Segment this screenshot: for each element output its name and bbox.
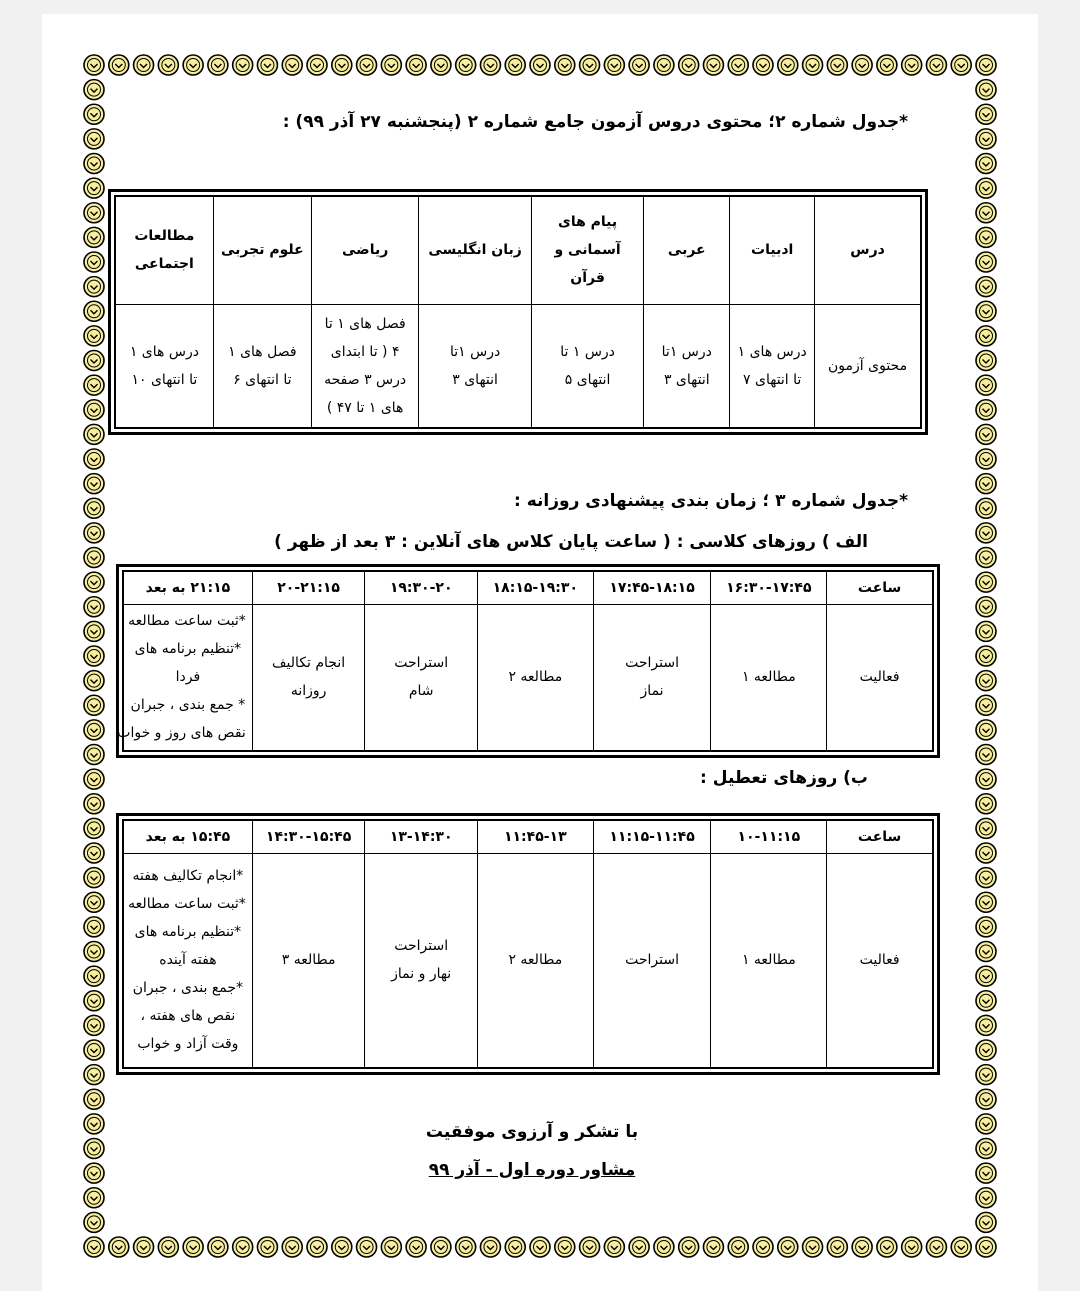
clock-icon bbox=[803, 55, 823, 75]
clock-icon bbox=[976, 1139, 996, 1159]
table-cell bbox=[213, 304, 311, 428]
cell-text: درس ۱تا bbox=[449, 343, 501, 360]
clock-icon bbox=[233, 55, 253, 75]
clock-icon bbox=[84, 1237, 104, 1257]
clock-icon bbox=[753, 1237, 773, 1257]
cell-text: ساعت bbox=[857, 829, 902, 845]
cell-text: مطالعه ۲ bbox=[508, 952, 563, 969]
clock-icon bbox=[381, 1237, 401, 1257]
clock-icon bbox=[84, 474, 104, 494]
clock-icon bbox=[530, 55, 550, 75]
clock-icon bbox=[480, 1237, 500, 1257]
clock-icon bbox=[84, 129, 104, 149]
clock-icon bbox=[852, 1237, 872, 1257]
clock-icon bbox=[307, 55, 327, 75]
clock-icon bbox=[84, 966, 104, 986]
clock-icon bbox=[84, 178, 104, 198]
cell-text: درس bbox=[850, 242, 885, 259]
table-cell bbox=[827, 854, 933, 1068]
clock-icon bbox=[84, 104, 104, 124]
clock-icon bbox=[84, 449, 104, 469]
clock-icon bbox=[84, 892, 104, 912]
cell-text: انجام تکالیف bbox=[272, 655, 346, 672]
clock-icon bbox=[84, 351, 104, 371]
clock-icon bbox=[827, 1237, 847, 1257]
clock-icon bbox=[976, 794, 996, 814]
clock-icon bbox=[976, 843, 996, 863]
clock-icon bbox=[84, 277, 104, 297]
clock-icon bbox=[505, 55, 525, 75]
clock-icon bbox=[257, 1237, 277, 1257]
cell-text: فصل های ۱ تا bbox=[324, 315, 406, 332]
clock-icon bbox=[84, 1065, 104, 1085]
clock-icon bbox=[728, 55, 748, 75]
clock-icon bbox=[84, 523, 104, 543]
cell-text: انتهای ۳ bbox=[452, 371, 498, 388]
clock-icon bbox=[976, 375, 996, 395]
clock-icon bbox=[827, 55, 847, 75]
clock-icon bbox=[84, 203, 104, 223]
clock-icon bbox=[976, 227, 996, 247]
cell-text: هفته آینده bbox=[159, 952, 217, 969]
clock-icon bbox=[431, 1237, 451, 1257]
clock-icon bbox=[976, 548, 996, 568]
table-cell bbox=[252, 605, 365, 751]
table-cell bbox=[252, 854, 365, 1068]
clock-icon bbox=[208, 1237, 228, 1257]
table-header-cell bbox=[477, 571, 593, 605]
cell-text: اجتماعی bbox=[134, 256, 194, 273]
clock-icon bbox=[357, 55, 377, 75]
clock-icon bbox=[84, 917, 104, 937]
clock-icon bbox=[976, 351, 996, 371]
cell-text: ۱۰-۱۱:۱۵ bbox=[737, 829, 801, 845]
cell-text: انتهای ۳ bbox=[663, 371, 710, 388]
clock-icon bbox=[951, 1237, 971, 1257]
cell-text: فعالیت bbox=[859, 952, 900, 969]
clock-icon bbox=[976, 449, 996, 469]
clock-icon bbox=[877, 55, 897, 75]
cell-text: تا انتهای ۷ bbox=[743, 371, 802, 388]
clock-icon bbox=[332, 55, 352, 75]
clock-icon bbox=[926, 1237, 946, 1257]
clock-icon bbox=[976, 597, 996, 617]
table-header-cell bbox=[730, 196, 815, 304]
table-header-cell bbox=[365, 571, 478, 605]
clock-icon bbox=[976, 646, 996, 666]
cell-text: ۱۱:۱۵-۱۱:۴۵ bbox=[609, 829, 695, 845]
clock-icon bbox=[84, 671, 104, 691]
clock-icon bbox=[902, 1237, 922, 1257]
cell-text: قرآن bbox=[570, 270, 605, 287]
clock-icon bbox=[84, 621, 104, 641]
clock-icon bbox=[257, 55, 277, 75]
clock-icon bbox=[654, 1237, 674, 1257]
cell-text: مطالعه ۲ bbox=[508, 669, 563, 686]
clock-icon bbox=[753, 55, 773, 75]
table-header-cell bbox=[311, 196, 418, 304]
clock-icon bbox=[629, 1237, 649, 1257]
clock-icon bbox=[976, 1040, 996, 1060]
table-header-cell bbox=[252, 820, 365, 854]
clock-icon bbox=[208, 55, 228, 75]
exam-content-table bbox=[114, 195, 922, 429]
clock-icon bbox=[84, 942, 104, 962]
clock-icon bbox=[84, 548, 104, 568]
clock-icon bbox=[84, 695, 104, 715]
clock-icon bbox=[84, 80, 104, 100]
clock-icon bbox=[84, 1139, 104, 1159]
cell-text: آسمانی و bbox=[554, 242, 621, 259]
clock-icon bbox=[951, 55, 971, 75]
clock-icon bbox=[505, 1237, 525, 1257]
table-header-cell bbox=[477, 820, 593, 854]
clock-icon bbox=[976, 424, 996, 444]
clock-icon bbox=[233, 1237, 253, 1257]
clock-icon bbox=[84, 424, 104, 444]
cell-text: روزانه bbox=[290, 683, 327, 700]
clock-icon bbox=[679, 55, 699, 75]
clock-icon bbox=[134, 55, 154, 75]
cell-text: *جمع بندی ، جبران bbox=[132, 980, 244, 997]
table-header-cell bbox=[419, 196, 532, 304]
cell-text: ۱۶:۳۰-۱۷:۴۵ bbox=[726, 580, 812, 596]
clock-icon bbox=[803, 1237, 823, 1257]
cell-text: نقص های هفته ، bbox=[140, 1008, 236, 1025]
clock-icon bbox=[976, 818, 996, 838]
clock-icon bbox=[282, 1237, 302, 1257]
table-cell bbox=[365, 854, 478, 1068]
table-header-cell bbox=[213, 196, 311, 304]
clock-icon bbox=[976, 474, 996, 494]
table2-title: *جدول شماره ۲؛ محتوی دروس آزمون جامع شماره ۲ (پنجشنبه ۲۷ آذر ۹۹) : bbox=[282, 112, 908, 132]
clock-icon bbox=[976, 1163, 996, 1183]
cell-text: ۱۱:۴۵-۱۳ bbox=[503, 829, 567, 845]
clock-icon bbox=[431, 55, 451, 75]
cell-text: *تنظیم برنامه های bbox=[134, 924, 242, 941]
cell-text: فعالیت bbox=[859, 669, 900, 686]
clock-icon bbox=[976, 203, 996, 223]
clock-icon bbox=[84, 1015, 104, 1035]
table3-title: *جدول شماره ۳ ؛ زمان بندی پیشنهادی روزانه : bbox=[514, 491, 908, 511]
clock-icon bbox=[84, 769, 104, 789]
cell-text: نماز bbox=[640, 683, 664, 700]
table-cell bbox=[477, 605, 593, 751]
cell-text: درس های ۱ bbox=[737, 343, 807, 360]
cell-text: شام bbox=[408, 683, 434, 700]
table-cell bbox=[117, 605, 252, 751]
cell-text: درس ۱تا bbox=[661, 343, 712, 360]
table-header-cell bbox=[815, 196, 921, 304]
clock-icon bbox=[84, 572, 104, 592]
clock-icon bbox=[406, 55, 426, 75]
clock-icon bbox=[976, 1114, 996, 1134]
clock-icon bbox=[84, 301, 104, 321]
clock-icon bbox=[976, 400, 996, 420]
clock-icon bbox=[109, 1237, 129, 1257]
clock-icon bbox=[332, 1237, 352, 1257]
clock-icon bbox=[84, 498, 104, 518]
table-header-cell bbox=[711, 571, 827, 605]
clock-icon bbox=[976, 277, 996, 297]
table3-part-b-title: ب) روزهای تعطیل : bbox=[700, 768, 868, 788]
clock-icon bbox=[976, 498, 996, 518]
cell-text: فصل های ۱ bbox=[228, 343, 297, 360]
cell-text: درس های ۱ bbox=[129, 343, 199, 360]
signature-line: مشاور دوره اول - آذر ۹۹ bbox=[428, 1160, 636, 1180]
clock-icon bbox=[976, 80, 996, 100]
clock-icon bbox=[976, 326, 996, 346]
clock-icon bbox=[604, 55, 624, 75]
cell-text: *ثبت ساعت مطالعه bbox=[128, 896, 246, 913]
clock-icon bbox=[406, 1237, 426, 1257]
cell-text: درس ۱ تا bbox=[560, 343, 615, 360]
clock-icon bbox=[976, 252, 996, 272]
table-header-cell bbox=[644, 196, 730, 304]
clock-icon bbox=[84, 326, 104, 346]
clock-icon bbox=[84, 1188, 104, 1208]
clock-icon bbox=[976, 1212, 996, 1232]
cell-text: ریاضی bbox=[342, 242, 389, 259]
clock-icon bbox=[456, 1237, 476, 1257]
table-header-cell bbox=[115, 196, 213, 304]
clock-icon bbox=[84, 375, 104, 395]
table-header-cell bbox=[123, 820, 252, 854]
clock-icon bbox=[976, 104, 996, 124]
clock-icon bbox=[852, 55, 872, 75]
clock-icon bbox=[976, 621, 996, 641]
clock-icon bbox=[84, 991, 104, 1011]
cell-text: زبان انگلیسی bbox=[428, 242, 522, 259]
table3-part-a-title: الف ) روزهای کلاسی : ( ساعت پایان کلاس های آنلاین : ۳ بعد از ظهر ) bbox=[274, 532, 868, 552]
table-cell bbox=[730, 304, 815, 428]
clock-icon bbox=[679, 1237, 699, 1257]
clock-icon bbox=[778, 1237, 798, 1257]
cell-text: وقت آزاد و خواب bbox=[137, 1036, 239, 1053]
clock-icon bbox=[580, 55, 600, 75]
cell-text: ۲۱:۱۵ به بعد bbox=[145, 580, 231, 596]
clock-icon bbox=[84, 1163, 104, 1183]
table-cell bbox=[123, 854, 252, 1068]
clock-icon bbox=[183, 55, 203, 75]
clock-icon bbox=[84, 745, 104, 765]
table-cell bbox=[827, 605, 933, 751]
cell-text: استراحت bbox=[394, 938, 449, 955]
clock-icon bbox=[307, 1237, 327, 1257]
table-header-cell bbox=[827, 820, 933, 854]
table-header-cell bbox=[593, 571, 711, 605]
clock-icon bbox=[877, 1237, 897, 1257]
clock-icon bbox=[976, 572, 996, 592]
cell-text: ۲۰-۲۱:۱۵ bbox=[277, 580, 340, 596]
cell-text: مطالعه ۳ bbox=[281, 952, 336, 969]
clock-icon bbox=[976, 695, 996, 715]
clock-icon bbox=[976, 745, 996, 765]
cell-text: ۱۹:۳۰-۲۰ bbox=[389, 580, 453, 596]
table-cell bbox=[365, 605, 478, 751]
clock-icon bbox=[976, 301, 996, 321]
clock-icon bbox=[84, 55, 104, 75]
cell-text: انتهای ۵ bbox=[564, 371, 611, 388]
cell-text: تا انتهای ۶ bbox=[233, 371, 292, 388]
cell-text: ۴ ( تا ابتدای bbox=[330, 343, 400, 360]
clock-icon bbox=[109, 55, 129, 75]
clock-icon bbox=[728, 1237, 748, 1257]
clock-icon bbox=[976, 671, 996, 691]
clock-icon bbox=[84, 154, 104, 174]
table-cell bbox=[311, 304, 418, 428]
clock-icon bbox=[976, 1015, 996, 1035]
clock-icon bbox=[84, 400, 104, 420]
clock-icon bbox=[976, 1188, 996, 1208]
clock-icon bbox=[976, 1237, 996, 1257]
clock-icon bbox=[480, 55, 500, 75]
clock-icon bbox=[84, 1089, 104, 1109]
table-cell bbox=[711, 854, 827, 1068]
clock-icon bbox=[976, 868, 996, 888]
clock-icon bbox=[84, 252, 104, 272]
cell-text: فردا bbox=[175, 669, 201, 686]
clock-icon bbox=[976, 892, 996, 912]
cell-text: تا انتهای ۱۰ bbox=[131, 371, 198, 388]
clock-icon bbox=[976, 720, 996, 740]
clock-icon bbox=[976, 523, 996, 543]
clock-icon bbox=[84, 818, 104, 838]
cell-text: پیام های bbox=[557, 214, 618, 231]
clock-icon bbox=[158, 55, 178, 75]
clock-icon bbox=[84, 1040, 104, 1060]
cell-text: های ۱ تا ۴۷ ) bbox=[326, 399, 404, 416]
cell-text: علوم تجربی bbox=[221, 242, 304, 259]
table-header-cell bbox=[593, 820, 711, 854]
clock-icon bbox=[976, 154, 996, 174]
clock-icon bbox=[976, 1089, 996, 1109]
clock-icon bbox=[84, 227, 104, 247]
document-page bbox=[42, 14, 1038, 1291]
table-header-cell bbox=[711, 820, 827, 854]
clock-icon bbox=[976, 917, 996, 937]
table-cell bbox=[477, 854, 593, 1068]
clock-icon bbox=[282, 55, 302, 75]
clock-icon bbox=[84, 794, 104, 814]
clock-icon bbox=[555, 1237, 575, 1257]
cell-text: *ثبت ساعت مطالعه bbox=[128, 613, 246, 630]
cell-text: نهار و نماز bbox=[391, 966, 452, 983]
clock-icon bbox=[84, 1114, 104, 1134]
clock-icon bbox=[902, 55, 922, 75]
clock-icon bbox=[976, 991, 996, 1011]
cell-text: مطالعات bbox=[134, 228, 195, 245]
clock-icon bbox=[976, 769, 996, 789]
clock-icon bbox=[976, 966, 996, 986]
clock-icon bbox=[134, 1237, 154, 1257]
cell-text: ۱۴:۳۰-۱۵:۴۵ bbox=[265, 829, 352, 845]
clock-icon bbox=[84, 597, 104, 617]
table-cell bbox=[419, 304, 532, 428]
clock-icon bbox=[703, 55, 723, 75]
clock-icon bbox=[530, 1237, 550, 1257]
cell-text: استراحت bbox=[625, 952, 679, 969]
clock-icon bbox=[183, 1237, 203, 1257]
clock-icon bbox=[604, 1237, 624, 1257]
clock-icon bbox=[84, 843, 104, 863]
clock-icon bbox=[84, 868, 104, 888]
clock-icon bbox=[580, 1237, 600, 1257]
clock-icon bbox=[976, 942, 996, 962]
clock-icon bbox=[456, 55, 476, 75]
cell-text: *تنظیم برنامه های bbox=[134, 641, 242, 658]
cell-text: درس ۳ صفحه bbox=[324, 371, 407, 388]
clock-icon bbox=[84, 1212, 104, 1232]
table-cell bbox=[593, 605, 711, 751]
clock-icon bbox=[976, 1065, 996, 1085]
clock-icon bbox=[357, 1237, 377, 1257]
cell-text: استراحت bbox=[625, 655, 679, 672]
table-header-cell bbox=[827, 571, 933, 605]
class-days-schedule-table bbox=[117, 570, 934, 752]
cell-text: استراحت bbox=[394, 655, 449, 672]
table-cell bbox=[115, 304, 213, 428]
cell-text: نقص های روز و خواب bbox=[117, 725, 246, 742]
clock-icon bbox=[703, 1237, 723, 1257]
clock-icon bbox=[654, 55, 674, 75]
cell-text: محتوی آزمون bbox=[828, 357, 908, 374]
table-header-cell bbox=[365, 820, 478, 854]
clock-icon bbox=[381, 55, 401, 75]
cell-text: مطالعه ۱ bbox=[741, 952, 796, 969]
table-cell bbox=[644, 304, 730, 428]
cell-text: ۱۷:۴۵-۱۸:۱۵ bbox=[609, 580, 695, 596]
clock-icon bbox=[555, 55, 575, 75]
table-header-cell bbox=[123, 571, 252, 605]
cell-text: عربی bbox=[667, 242, 706, 259]
table-cell bbox=[815, 304, 921, 428]
cell-text: *انجام تکالیف هفته bbox=[132, 868, 244, 885]
clock-icon bbox=[976, 129, 996, 149]
clock-icon bbox=[976, 55, 996, 75]
table-cell bbox=[531, 304, 644, 428]
cell-text: ۱۳-۱۴:۳۰ bbox=[389, 829, 453, 845]
clock-icon bbox=[84, 720, 104, 740]
cell-text: * جمع بندی ، جبران bbox=[130, 697, 246, 714]
clock-icon bbox=[84, 646, 104, 666]
clock-icon bbox=[158, 1237, 178, 1257]
holidays-schedule-table bbox=[122, 819, 934, 1069]
clock-icon bbox=[629, 55, 649, 75]
cell-text: ۱۸:۱۵-۱۹:۳۰ bbox=[492, 580, 578, 596]
table-header-cell bbox=[531, 196, 644, 304]
cell-text: ساعت bbox=[857, 580, 902, 596]
cell-text: مطالعه ۱ bbox=[741, 669, 796, 686]
cell-text: ادبیات bbox=[751, 242, 794, 259]
cell-text: ۱۵:۴۵ به بعد bbox=[145, 829, 231, 845]
clock-icon bbox=[778, 55, 798, 75]
closing-line: با تشکر و آرزوی موفقیت bbox=[425, 1122, 639, 1142]
table-cell bbox=[593, 854, 711, 1068]
clock-icon bbox=[926, 55, 946, 75]
table-header-cell bbox=[252, 571, 365, 605]
table-cell bbox=[711, 605, 827, 751]
clock-icon bbox=[976, 178, 996, 198]
